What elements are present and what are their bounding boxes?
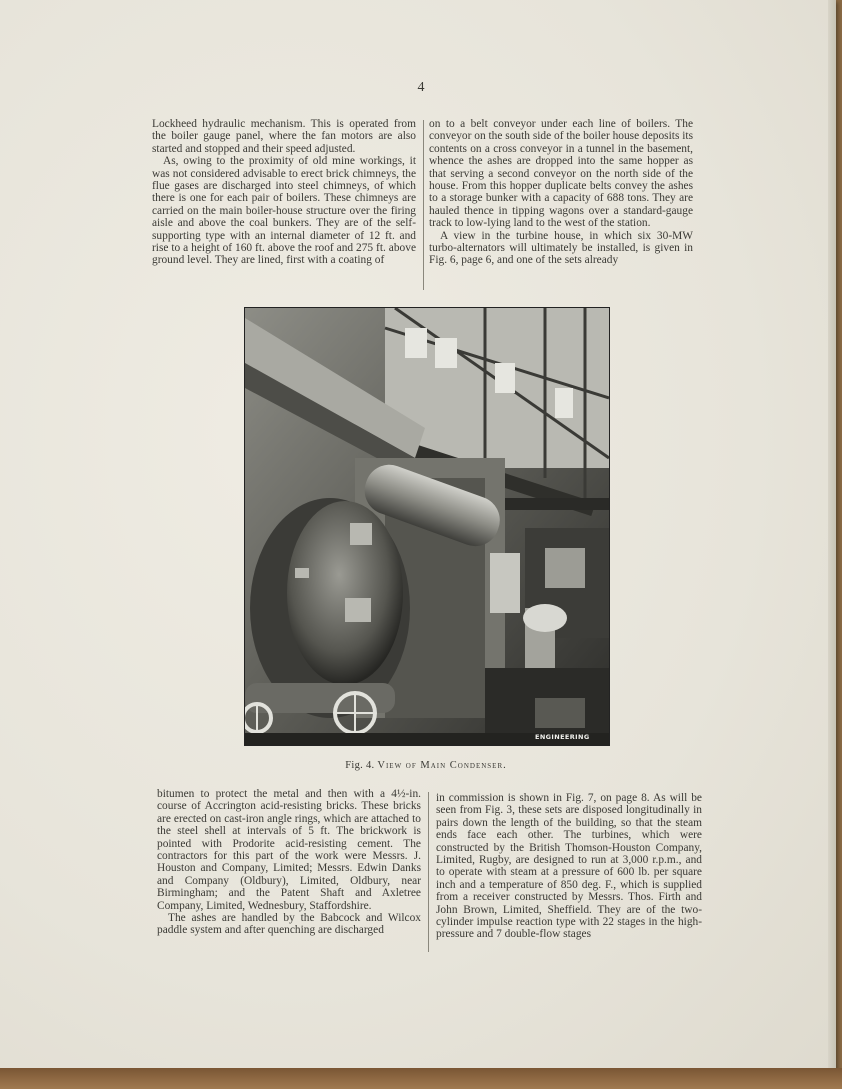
paragraph: Lockheed hydraulic mechanism. This is operated from the boiler gauge panel, where the fan motors are also started and stopped and their speed adjusted. [152, 118, 416, 155]
condenser-photo-illustration [245, 308, 609, 745]
page-number: 4 [417, 80, 425, 95]
paragraph: The ashes are handled by the Babcock and Wilcox paddle system and after quenching are discharged [157, 912, 421, 937]
column-top-right [429, 118, 693, 267]
condenser-photograph [244, 307, 610, 746]
column-top-left [152, 118, 416, 267]
paragraph: A view in the turbine house, in which six 30-MW turbo-alternators will ultimately be installed, is given in Fig. 6, page 6, and one of the sets already [429, 229, 693, 267]
paragraph: As, owing to the proximity of old mine workings, it was not considered advisable to erect brick chimneys, the flue gases are discharged into steel chimneys, of which there is one for each pair of boilers. These chimneys are carried on the main boiler-house structure over the firing aisle and above the coal bunkers. They are of the self-supporting type with an internal diameter of 12 ft. and rise to a height of 160 ft. above the roof and 275 ft. above ground level. They are lined, first with a coating of [152, 155, 416, 267]
column-bottom-right [436, 792, 702, 941]
column-divider [423, 120, 424, 290]
table-surface [0, 1068, 842, 1089]
figure-title: View of Main Condenser. [377, 760, 507, 771]
photo-credit-watermark: ENGINEERING [535, 733, 590, 741]
figure-caption [244, 760, 608, 771]
paragraph: in commission is shown in Fig. 7, on page 8. As will be seen from Fig. 3, these sets are disposed longitudinally in pairs down the length of the building, so that the steam ends face each other. The turbines, which were constructed by the British Thomson-Houston Company, Limited, Rugby, are designed to run at 3,000 r.p.m., and to operate with steam at a pressure of 600 lb. per square inch and a temperature of 850 deg. F., which is supplied from a receiver constructed by Messrs. Thos. Firth and John Brown, Limited, Sheffield. They are of the two-cylinder impulse reaction type with 22 stages in the high-pressure and 7 double-flow stages [436, 792, 702, 941]
paragraph: bitumen to protect the metal and then with a 4½-in. course of Accrington acid-resisting bricks. These bricks are erected on cast-iron angle rings, which are attached to the steel shell at intervals of 5 ft. The brickwork is pointed with Prodorite acid-resisting cement. The contractors for this part of the work were Messrs. J. Houston and Company, Limited; Messrs. Edwin Danks and Company (Oldbury), Limited, Oldbury, near Birmingham; and the Patent Shaft and Axletree Company, Limited, Wednesbury, Staffordshire. [157, 788, 421, 912]
column-bottom-left [157, 788, 421, 937]
figure-label: Fig. 4. [345, 760, 375, 771]
column-divider [428, 792, 429, 952]
page-fold-edge [828, 0, 836, 1082]
paragraph: on to a belt conveyor under each line of boilers. The conveyor on the south side of the boiler house deposits its contents on a cross conveyor in a tunnel in the basement, whence the ashes are dropped into the same hopper as that serving a second conveyor on the north side of the house. From this hopper duplicate belts convey the ashes to a storage bunker with a capacity of 688 tons. They are hauled thence in tipping wagons over a standard-gauge track to low-lying land to the west of the station. [429, 118, 693, 230]
